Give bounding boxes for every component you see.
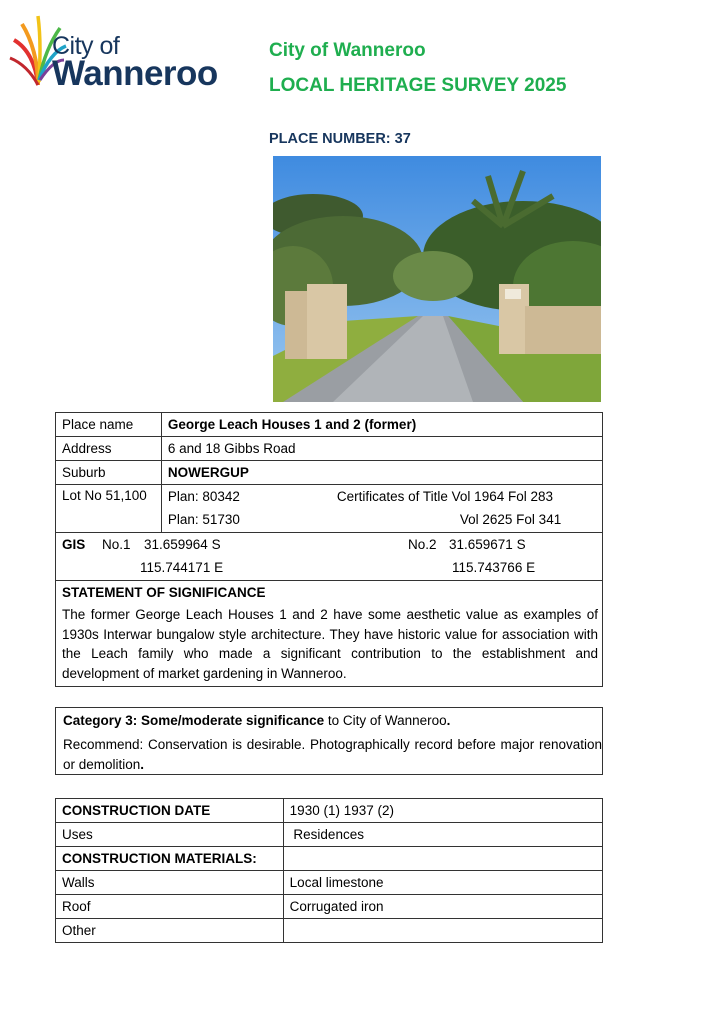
statement-text: The former George Leach Houses 1 and 2 have some aesthetic value as examples of 1930s Interwar bungalow style architecture. They have historic value for association with the Leach family who made a significant contribution to the establishment and development of market gardening in Wanneroo. — [62, 607, 598, 681]
place-details-table — [55, 412, 603, 687]
recommendation — [63, 735, 602, 774]
gis-2-east: 115.743766 E — [452, 560, 536, 575]
place-name-value: George Leach Houses 1 and 2 (former) — [161, 413, 602, 437]
table-row — [56, 919, 603, 943]
category-title: Category 3: Some/moderate significance — [63, 713, 325, 728]
lot-label: Lot No 51,100 — [56, 485, 162, 533]
gis-1-east: 115.744171 E — [140, 560, 224, 575]
table-row — [56, 437, 603, 461]
certificate-1: Certificates of Title Vol 1964 Fol 283 — [336, 489, 553, 504]
suburb-label: Suburb — [56, 461, 162, 485]
statement-cell — [56, 581, 603, 687]
table-row — [56, 533, 603, 581]
table-row — [56, 847, 603, 871]
plan-cell — [161, 485, 602, 533]
plan-1: Plan: 80342 — [167, 489, 240, 504]
gis-1-no: No.1 — [102, 537, 131, 552]
logo-text-city-of: City of — [52, 32, 120, 60]
gis-2-south: 31.659671 S — [449, 537, 526, 552]
materials-value — [283, 847, 602, 871]
construction-date-value: 1930 (1) 1937 (2) — [283, 799, 602, 823]
table-row — [56, 823, 603, 847]
table-row — [56, 413, 603, 437]
table-row — [56, 485, 603, 533]
table-row — [56, 871, 603, 895]
table-row — [56, 461, 603, 485]
recommendation-text: Recommend: Conservation is desirable. Photographically record before major renovation or demolition — [63, 737, 602, 772]
construction-date-label: CONSTRUCTION DATE — [56, 799, 284, 823]
other-label: Other — [56, 919, 284, 943]
recommendation-end: . — [140, 756, 145, 772]
logo-text-wanneroo: Wanneroo — [52, 54, 218, 93]
roof-label: Roof — [56, 895, 284, 919]
gis-cell — [56, 533, 603, 581]
place-number: PLACE NUMBER: 37 — [269, 131, 411, 147]
gis-2-no: No.2 — [408, 537, 437, 552]
table-row — [56, 895, 603, 919]
org-heading: City of Wanneroo — [269, 40, 426, 61]
walls-label: Walls — [56, 871, 284, 895]
statement-heading: STATEMENT OF SIGNIFICANCE — [62, 585, 266, 600]
plan-2: Plan: 51730 — [167, 512, 240, 527]
survey-heading: LOCAL HERITAGE SURVEY 2025 — [269, 75, 567, 96]
construction-table — [55, 798, 603, 943]
category-box — [55, 707, 603, 775]
uses-value: Residences — [283, 823, 602, 847]
category-rest: to City of Wanneroo — [324, 713, 447, 728]
address-label: Address — [56, 437, 162, 461]
place-name-label: Place name — [56, 413, 162, 437]
other-value — [283, 919, 602, 943]
uses-label: Uses — [56, 823, 284, 847]
table-row — [56, 581, 603, 687]
category-dot: . — [446, 713, 451, 728]
address-value: 6 and 18 Gibbs Road — [161, 437, 602, 461]
gis-label: GIS — [62, 537, 86, 552]
place-photo — [273, 156, 601, 402]
certificate-2: Vol 2625 Fol 341 — [459, 512, 562, 527]
table-row — [56, 799, 603, 823]
roof-value: Corrugated iron — [283, 895, 602, 919]
category-line — [63, 713, 450, 728]
city-of-wanneroo-logo — [8, 10, 228, 93]
suburb-value: NOWERGUP — [161, 461, 602, 485]
walls-value: Local limestone — [283, 871, 602, 895]
materials-label: CONSTRUCTION MATERIALS: — [56, 847, 284, 871]
gis-1-south: 31.659964 S — [144, 537, 221, 552]
